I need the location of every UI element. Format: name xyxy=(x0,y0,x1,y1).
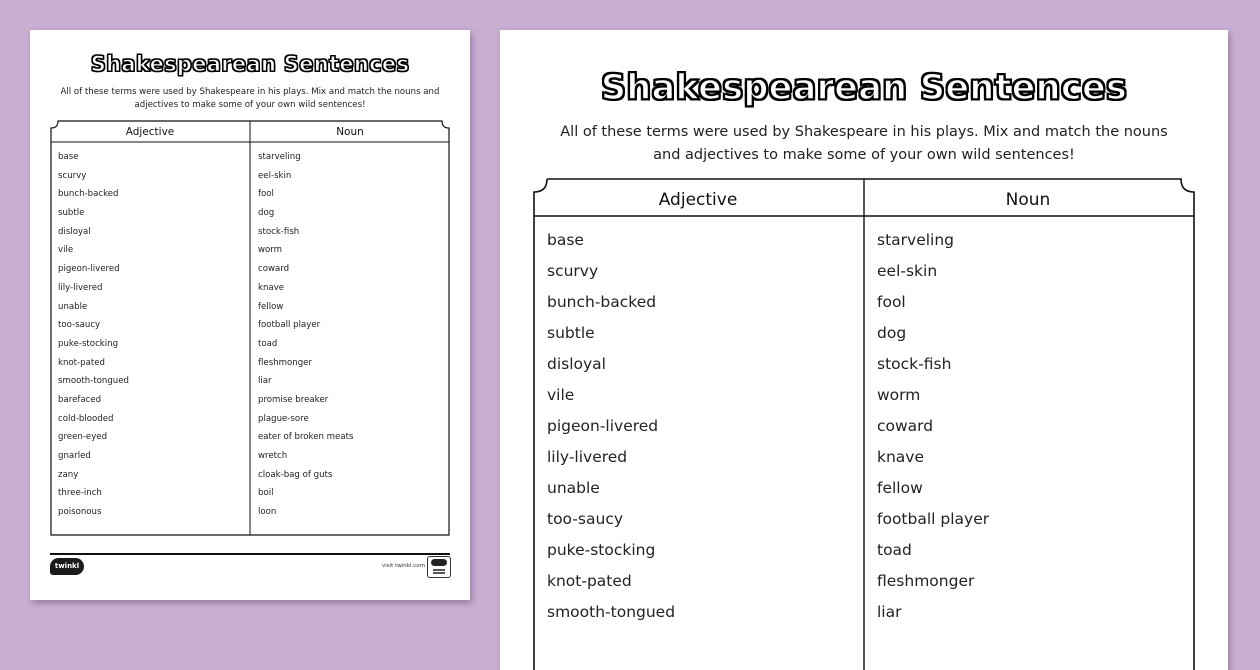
list-item: cold-blooded xyxy=(58,413,114,424)
adjective-list xyxy=(547,229,675,632)
list-item: dog xyxy=(877,324,907,342)
list-item: eel-skin xyxy=(258,170,292,181)
list-item: wretch xyxy=(258,451,288,461)
list-item: disloyal xyxy=(58,226,91,237)
list-item: stock-fish xyxy=(258,226,300,237)
list-item: worm xyxy=(877,386,921,404)
list-item: football player xyxy=(877,510,990,528)
list-item: stock-fish xyxy=(877,355,952,373)
list-item: lily-livered xyxy=(58,282,103,293)
list-item: pigeon-livered xyxy=(547,417,659,435)
list-item: football player xyxy=(258,320,321,331)
list-item: poisonous xyxy=(58,507,102,518)
list-item: puke-stocking xyxy=(58,338,119,349)
list-item: fool xyxy=(877,293,906,311)
list-item: base xyxy=(547,231,584,249)
list-item: starveling xyxy=(877,231,955,249)
footer-divider xyxy=(50,553,450,555)
worksheet-title: Shakespearean Sentences xyxy=(600,68,1128,108)
list-item: knave xyxy=(258,282,285,293)
list-item: base xyxy=(58,152,79,162)
list-item: zany xyxy=(58,469,79,480)
list-item: eater of broken meats xyxy=(258,432,354,443)
list-item: fellow xyxy=(258,301,284,312)
list-item: vile xyxy=(547,386,575,404)
list-item: scurvy xyxy=(547,262,599,280)
twinkl-logo: twinkl xyxy=(50,558,84,575)
list-item: too-saucy xyxy=(58,320,101,331)
worksheet-intro: All of these terms were used by Shakespeare in his plays. Mix and match the nouns and adjectives to make some of your own wild sentences! xyxy=(60,87,440,110)
list-item: unable xyxy=(547,479,600,497)
list-item: puke-stocking xyxy=(547,541,656,559)
worksheet-intro: All of these terms were used by Shakespeare in his plays. Mix and match the nouns and adjectives to make some of your own wild sentences! xyxy=(560,124,1168,163)
list-item: unable xyxy=(58,301,88,312)
list-item: toad xyxy=(877,541,912,559)
list-item: toad xyxy=(258,338,278,349)
column-header-adjective: Adjective xyxy=(125,126,175,138)
list-item: disloyal xyxy=(547,355,606,373)
list-item: knot-pated xyxy=(547,572,632,590)
list-item: coward xyxy=(877,417,934,435)
list-item: fellow xyxy=(877,479,923,497)
list-item: scurvy xyxy=(58,170,87,181)
quality-badge-icon xyxy=(427,556,451,578)
column-header-noun: Noun xyxy=(336,126,364,138)
column-header-adjective: Adjective xyxy=(658,190,738,210)
worksheet-title: Shakespearean Sentences xyxy=(90,52,410,76)
list-item: fool xyxy=(258,189,274,200)
list-item: fleshmonger xyxy=(877,572,975,590)
list-item: three-inch xyxy=(58,488,102,499)
list-item: knave xyxy=(877,448,925,466)
list-item: starveling xyxy=(258,152,301,162)
list-item: liar xyxy=(258,376,272,387)
list-item: barefaced xyxy=(58,394,102,405)
list-item: fleshmonger xyxy=(258,357,312,368)
list-item: subtle xyxy=(547,324,595,342)
list-item: cloak-bag of guts xyxy=(258,469,333,480)
list-item: vile xyxy=(58,245,74,256)
worksheet-preview-small xyxy=(30,30,470,600)
website-text: visit twinkl.com xyxy=(382,563,425,569)
list-item: gnarled xyxy=(58,451,91,461)
list-item: boil xyxy=(258,488,274,499)
noun-list xyxy=(877,229,989,632)
list-item: knot-pated xyxy=(58,357,105,368)
list-item: lily-livered xyxy=(547,448,628,466)
noun-list xyxy=(258,150,353,524)
worksheet-preview-large xyxy=(500,30,1228,670)
list-item: dog xyxy=(258,208,275,219)
list-item: eel-skin xyxy=(877,262,938,280)
list-item: liar xyxy=(877,603,902,621)
list-item: loon xyxy=(258,507,277,518)
adjective-list xyxy=(58,150,129,524)
list-item: worm xyxy=(258,245,283,256)
list-item: plague-sore xyxy=(258,413,309,424)
list-item: bunch-backed xyxy=(547,293,657,311)
list-item: coward xyxy=(258,264,290,275)
list-item: green-eyed xyxy=(58,432,108,443)
list-item: promise breaker xyxy=(258,394,329,405)
list-item: too-saucy xyxy=(547,510,624,528)
list-item: smooth-tongued xyxy=(547,603,676,621)
list-item: pigeon-livered xyxy=(58,264,120,275)
list-item: subtle xyxy=(58,208,85,219)
list-item: smooth-tongued xyxy=(58,376,129,387)
column-header-noun: Noun xyxy=(1005,190,1051,210)
list-item: bunch-backed xyxy=(58,189,119,200)
